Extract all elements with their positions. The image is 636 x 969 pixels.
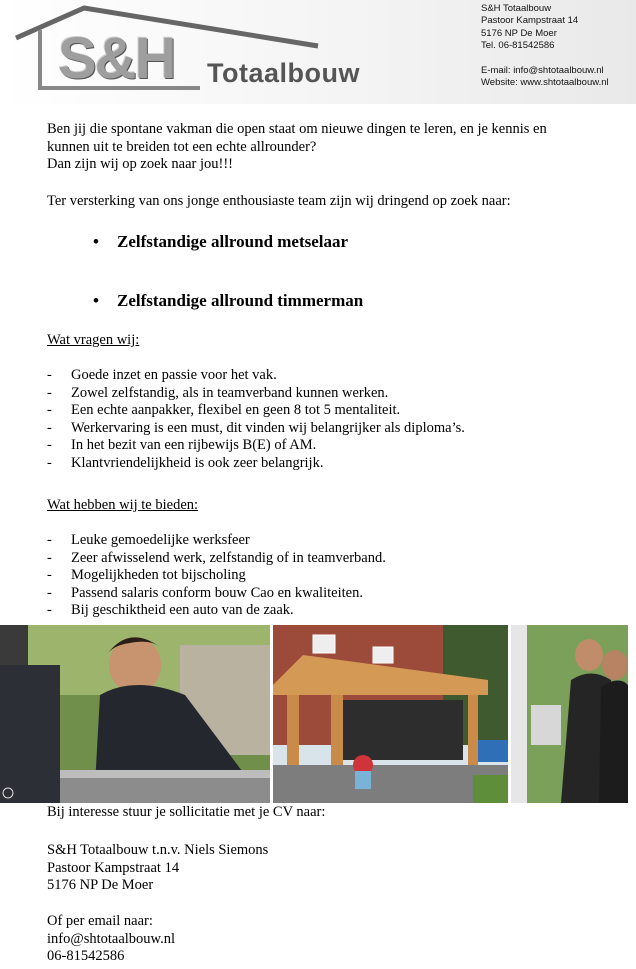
dash-icon: - [47, 419, 52, 436]
list-item: - Zowel zelfstandig, als in teamverband kunnen werken. [47, 384, 389, 401]
contact-email: E-mail: info@shtotaalbouw.nl [481, 65, 604, 77]
apply-email-block [47, 913, 175, 966]
intro-line: Ben jij die spontane vakman die open staat om nieuwe dingen te leren, en je kennis en [47, 121, 547, 137]
contact-line: Tel. 06-81542586 [481, 39, 555, 51]
dash-icon: - [47, 367, 52, 383]
offer-list [47, 532, 386, 620]
list-item: - Passend salaris conform bouw Cao en kwaliteiten. [47, 584, 363, 601]
photo-veranda [273, 625, 508, 803]
list-item: - In het bezit van een rijbewijs B(E) of AM. [47, 437, 317, 454]
photo-team [511, 625, 628, 803]
contact-website: Website: www.shtotaalbouw.nl [481, 77, 609, 89]
list-item: - Goede inzet en passie voor het vak. [47, 367, 277, 383]
dash-icon: - [47, 584, 52, 601]
requirements-list [47, 367, 465, 473]
contact-line: 5176 NP De Moer [481, 27, 557, 39]
apply-address [47, 842, 268, 895]
photo-worker [0, 625, 270, 803]
intro-text [47, 121, 547, 174]
apply-email-link[interactable]: info@shtotaalbouw.nl [47, 930, 175, 947]
dash-icon: - [47, 454, 52, 471]
list-item: - Mogelijkheden tot bijscholing [47, 567, 246, 584]
bullet-icon: • [93, 291, 99, 310]
dash-icon: - [47, 532, 52, 548]
apply-street: Pastoor Kampstraat 14 [47, 859, 180, 876]
apply-company: S&H Totaalbouw t.n.v. Niels Siemons [47, 842, 269, 858]
dash-icon: - [47, 602, 52, 619]
list-item: - Klantvriendelijkheid is ook zeer belangrijk. [47, 454, 324, 471]
dash-icon: - [47, 437, 52, 454]
apply-or-email: Of per email naar: [47, 913, 153, 929]
dash-icon: - [47, 384, 52, 401]
contact-line: S&H Totaalbouw [481, 3, 552, 14]
letterhead [0, 0, 636, 104]
bullet-icon: • [93, 232, 99, 251]
intro-line: kunnen uit te breiden tot een echte allrounder? [47, 138, 317, 155]
logo-brand-sub: Totaalbouw [207, 58, 360, 88]
position-item [93, 291, 363, 311]
apply-city: 5176 NP De Moer [47, 877, 154, 893]
position-item [93, 232, 348, 252]
apply-phone: 06-81542586 [47, 948, 125, 964]
offer-heading: Wat hebben wij te bieden: [47, 497, 199, 513]
letterhead-contact [481, 3, 609, 90]
dash-icon: - [47, 402, 52, 419]
position-label: Zelfstandige allround timmerman [117, 291, 364, 310]
list-item: - Werkervaring is een must, dit vinden wij belangrijker als diploma’s. [47, 419, 465, 436]
list-item: - Zeer afwisselend werk, zelfstandig of in teamverband. [47, 549, 386, 566]
position-label: Zelfstandige allround metselaar [117, 232, 349, 251]
apply-intro: Bij interesse stuur je sollicitatie met je CV naar: [47, 804, 326, 820]
list-item: - Een echte aanpakker, flexibel en geen 8 tot 5 mentaliteit. [47, 402, 401, 419]
intro-line: Dan zijn wij op zoek naar jou!!! [47, 156, 234, 172]
contact-line: Pastoor Kampstraat 14 [481, 15, 579, 27]
logo-brand-main: S&H [58, 26, 175, 91]
requirements-heading: Wat vragen wij: [47, 332, 140, 348]
dash-icon: - [47, 567, 52, 584]
team-text: Ter versterking van ons jonge enthousiaste team zijn wij dringend op zoek naar: [47, 193, 511, 209]
list-item: - Leuke gemoedelijke werksfeer [47, 532, 250, 548]
list-item: - Bij geschiktheid een auto van de zaak. [47, 602, 294, 619]
dash-icon: - [47, 549, 52, 566]
